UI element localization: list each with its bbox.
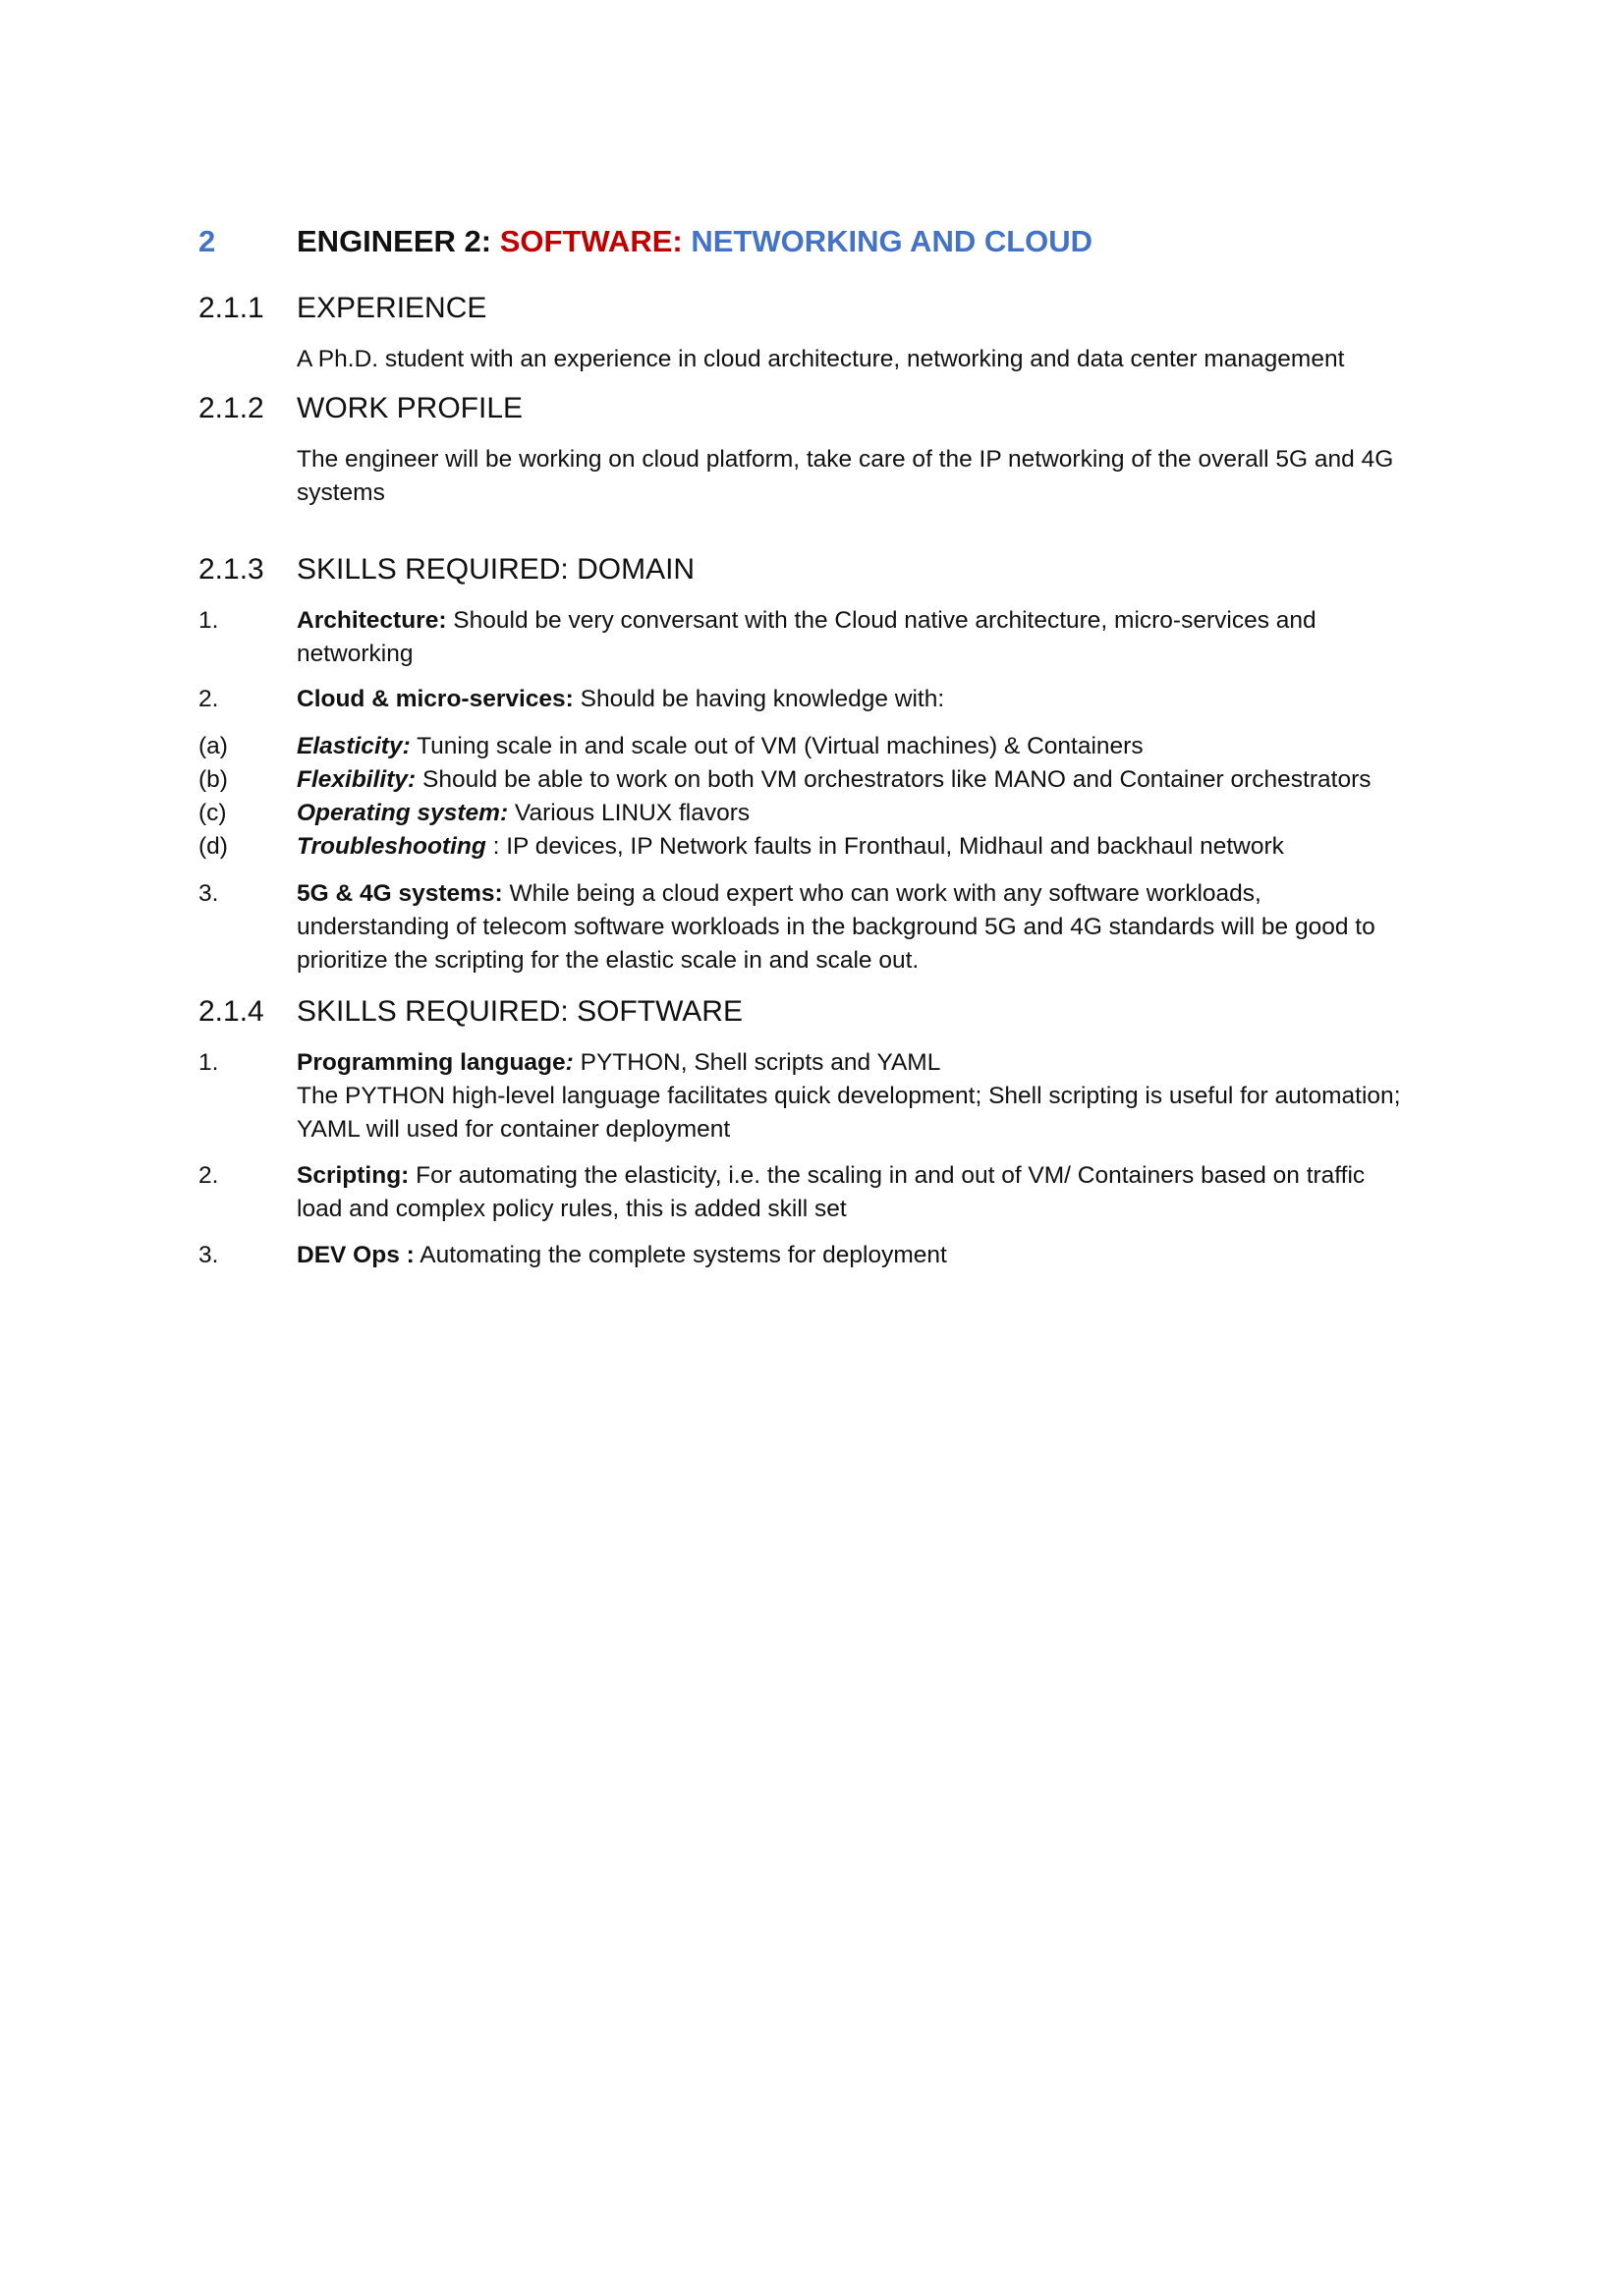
section-number-skills-software: 2.1.4 bbox=[198, 995, 264, 1028]
subitem-text: Tuning scale in and scale out of VM (Virtual machines) & Containers bbox=[410, 733, 1144, 759]
heading-number: 2 bbox=[198, 224, 216, 258]
section-title-skills-software: SKILLS REQUIRED: SOFTWARE bbox=[297, 995, 743, 1028]
subitem-operating-system bbox=[297, 797, 1451, 830]
section-number-skills-domain: 2.1.3 bbox=[198, 553, 264, 586]
domain-item-cloud bbox=[297, 683, 1451, 716]
domain-item-number: 2. bbox=[198, 686, 219, 712]
subitem-label: Operating system: bbox=[297, 800, 509, 826]
domain-item-5g-4g bbox=[297, 877, 1451, 978]
heading-prefix: ENGINEER 2: bbox=[297, 224, 500, 258]
software-item-label: Scripting: bbox=[297, 1162, 410, 1189]
section-number-experience: 2.1.1 bbox=[198, 292, 264, 324]
software-item-text: PYTHON, Shell scripts and YAML bbox=[573, 1049, 941, 1076]
software-item-text: load and complex policy rules, this is added skill set bbox=[297, 1196, 847, 1222]
work-profile-line-2: systems bbox=[297, 479, 385, 506]
software-item-text: Automating the complete systems for deployment bbox=[414, 1242, 947, 1268]
subitem-elasticity bbox=[297, 730, 1451, 763]
subitem-label: Elasticity: bbox=[297, 733, 411, 759]
subitem-number: (b) bbox=[198, 766, 228, 793]
domain-item-text: Should be having knowledge with: bbox=[573, 686, 945, 712]
software-item-programming bbox=[297, 1046, 1451, 1147]
subitem-number: (c) bbox=[198, 800, 227, 826]
subitem-label: Flexibility: bbox=[297, 766, 417, 793]
heading-red-part: SOFTWARE: bbox=[499, 224, 683, 258]
domain-item-text: understanding of telecom software workloads in the background 5G and 4G standards will be good to bbox=[297, 914, 1375, 940]
experience-text: A Ph.D. student with an experience in cloud architecture, networking and data center management bbox=[297, 346, 1345, 372]
domain-item-number: 1. bbox=[198, 607, 219, 634]
subitem-number: (a) bbox=[198, 733, 228, 759]
heading-blue-part: NETWORKING AND CLOUD bbox=[682, 224, 1093, 258]
software-item-devops bbox=[297, 1239, 1451, 1272]
domain-item-text: While being a cloud expert who can work with any software workloads, bbox=[502, 880, 1261, 907]
section-title-skills-domain: SKILLS REQUIRED: DOMAIN bbox=[297, 553, 696, 586]
subitem-text: : IP devices, IP Network faults in Fronthaul, Midhaul and backhaul network bbox=[485, 833, 1284, 860]
domain-item-label: Cloud & micro-services: bbox=[297, 686, 574, 712]
domain-item-label: Architecture: bbox=[297, 607, 447, 634]
domain-item-text: networking bbox=[297, 641, 414, 667]
subitem-text: Various LINUX flavors bbox=[508, 800, 751, 826]
work-profile-text bbox=[297, 443, 1451, 510]
subitem-text: Should be able to work on both VM orchestrators like MANO and Container orchestrators bbox=[416, 766, 1372, 793]
software-item-scripting bbox=[297, 1159, 1451, 1226]
domain-item-architecture bbox=[297, 604, 1451, 671]
section-number-work-profile: 2.1.2 bbox=[198, 392, 264, 424]
software-item-number: 1. bbox=[198, 1049, 219, 1076]
software-item-label: Programming language bbox=[297, 1049, 566, 1076]
software-item-number: 2. bbox=[198, 1162, 219, 1189]
section-title-work-profile: WORK PROFILE bbox=[297, 392, 524, 424]
subitem-label: Troubleshooting bbox=[297, 833, 486, 860]
subitem-troubleshooting bbox=[297, 830, 1451, 864]
heading-title bbox=[297, 222, 1092, 261]
section-title-experience: EXPERIENCE bbox=[297, 292, 487, 324]
work-profile-line-1: The engineer will be working on cloud platform, take care of the IP networking of the overall 5G and 4G bbox=[297, 446, 1394, 473]
domain-item-label: 5G & 4G systems: bbox=[297, 880, 503, 907]
subitem-flexibility bbox=[297, 763, 1451, 797]
domain-item-text: Should be very conversant with the Cloud native architecture, micro-services and bbox=[446, 607, 1316, 634]
software-item-text: The PYTHON high-level language facilitates quick development; Shell scripting is useful for automation; bbox=[297, 1083, 1401, 1109]
software-item-label-colon: : bbox=[565, 1049, 574, 1076]
domain-item-number: 3. bbox=[198, 880, 219, 907]
software-item-number: 3. bbox=[198, 1242, 219, 1268]
software-item-label: DEV Ops : bbox=[297, 1242, 415, 1268]
software-item-text: YAML will used for container deployment bbox=[297, 1116, 731, 1143]
subitem-number: (d) bbox=[198, 833, 228, 860]
domain-item-text: prioritize the scripting for the elastic scale in and scale out. bbox=[297, 947, 920, 974]
software-item-text: For automating the elasticity, i.e. the scaling in and out of VM/ Containers based on traffic bbox=[409, 1162, 1366, 1189]
